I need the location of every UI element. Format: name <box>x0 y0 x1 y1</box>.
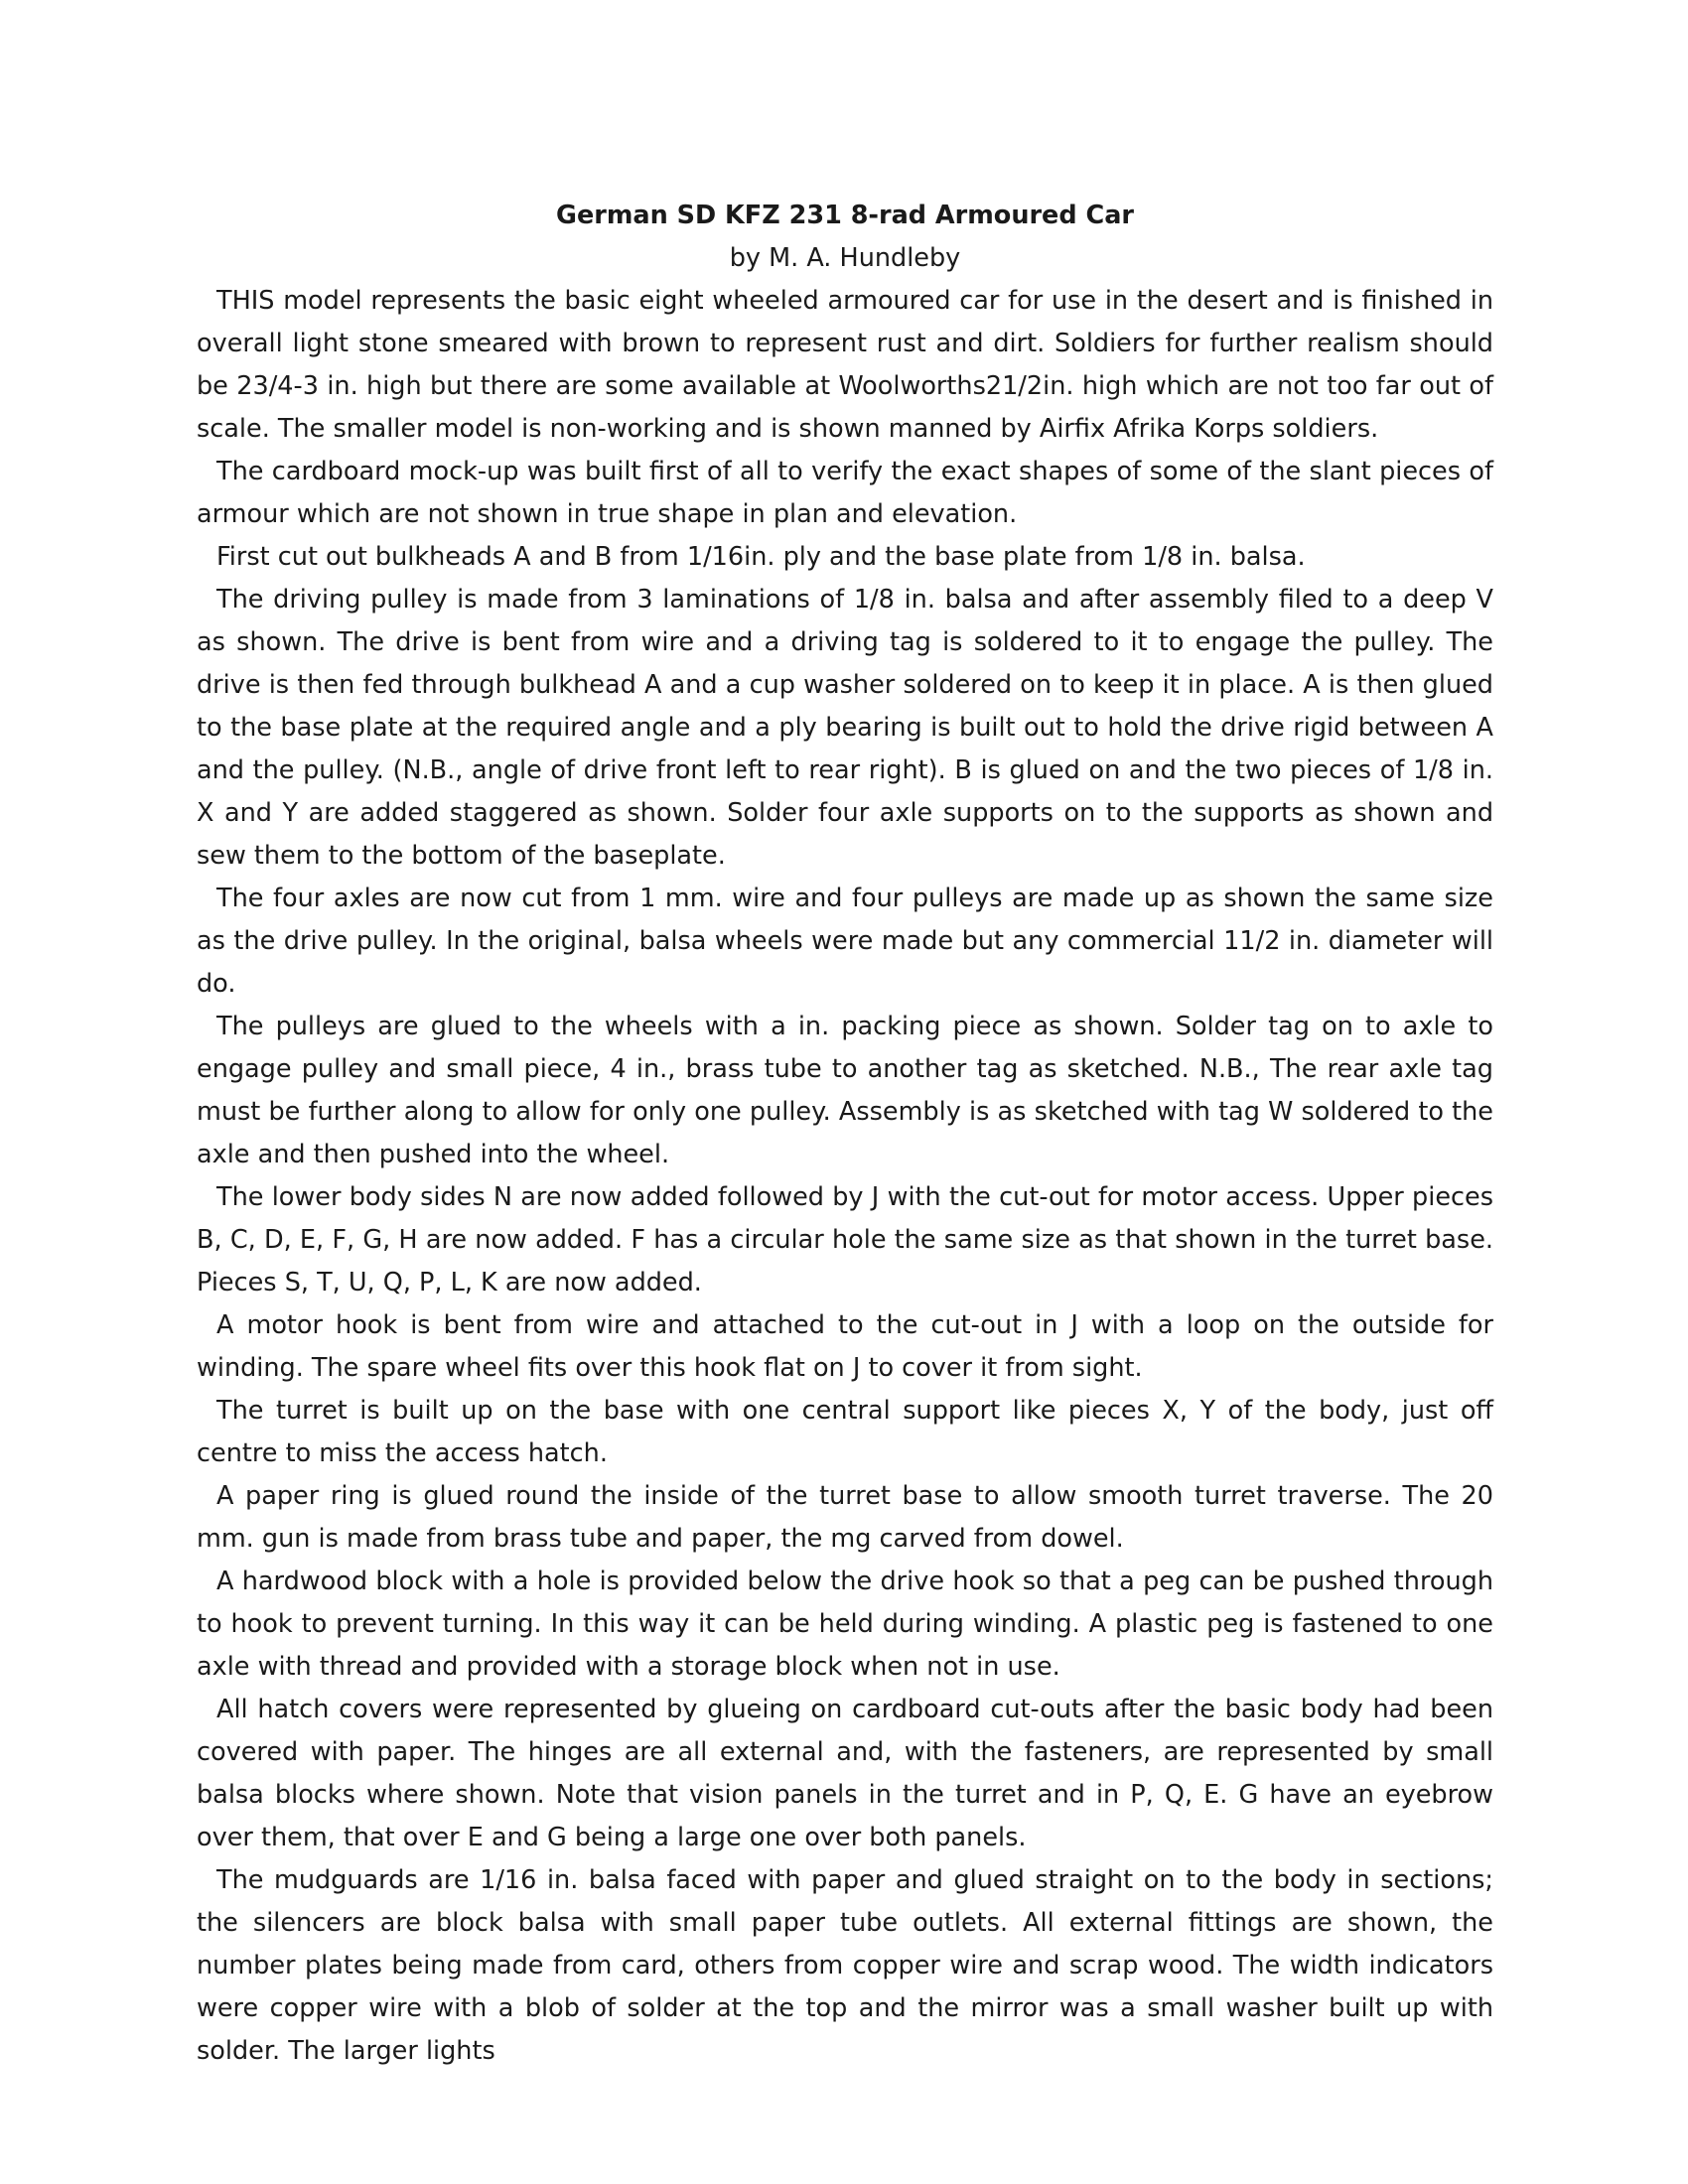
document-page <box>197 195 1493 2073</box>
paragraph-9: The turret is built up on the base with one central support like pieces X, Y of the body, just off centre to miss the access hatch. <box>197 1396 1493 1468</box>
document-title: German SD KFZ 231 8-rad Armoured Car <box>556 201 1134 230</box>
paragraph-13: The mudguards are 1/16 in. balsa faced with paper and glued straight on to the body in sections; the silencers are block balsa with small paper tube outlets. All external fittings are shown, the number plates being made from card, others from copper wire and scrap wood. The width indicators were copper wire with a blob of solder at the top and the mirror was a small washer built up with solder. The larger lights <box>197 1865 1493 2066</box>
paragraph-10: A paper ring is glued round the inside of the turret base to allow smooth turret traverse. The 20 mm. gun is made from brass tube and paper, the mg carved from dowel. <box>197 1481 1493 1554</box>
paragraph-5: The four axles are now cut from 1 mm. wire and four pulleys are made up as shown the same size as the drive pulley. In the original, balsa wheels were made but any commercial 11/2 in. diameter will do. <box>197 884 1493 999</box>
paragraph-11: A hardwood block with a hole is provided below the drive hook so that a peg can be pushed through to hook to prevent turning. In this way it can be held during winding. A plastic peg is fastened to one axle with thread and provided with a storage block when not in use. <box>197 1567 1493 1682</box>
paragraph-3: First cut out bulkheads A and B from 1/16in. ply and the base plate from 1/8 in. balsa. <box>216 542 1306 572</box>
paragraph-4: The driving pulley is made from 3 laminations of 1/8 in. balsa and after assembly filed to a deep V as shown. The drive is bent from wire and a driving tag is soldered to it to engage the pulley. The drive is then fed through bulkhead A and a cup washer soldered on to keep it in place. A is then glued to the base plate at the required angle and a ply bearing is built out to hold the drive rigid between A and the pulley. (N.B., angle of drive front left to rear right). B is glued on and the two pieces of 1/8 in. X and Y are added staggered as shown. Solder four axle supports on to the supports as shown and sew them to the bottom of the baseplate. <box>197 585 1493 871</box>
paragraph-1: THIS model represents the basic eight wheeled armoured car for use in the desert and is finished in overall light stone smeared with brown to represent rust and dirt. Soldiers for further realism should be 23/4-3 in. high but there are some available at Woolworths21/2in. high which are not too far out of scale. The smaller model is non-working and is shown manned by Airfix Afrika Korps soldiers. <box>197 286 1493 444</box>
paragraph-6: The pulleys are glued to the wheels with a in. packing piece as shown. Solder tag on to axle to engage pulley and small piece, 4 in., brass tube to another tag as sketched. N.B., The rear axle tag must be further along to allow for only one pulley. Assembly is as sketched with tag W soldered to the axle and then pushed into the wheel. <box>197 1012 1493 1169</box>
paragraph-7: The lower body sides N are now added followed by J with the cut-out for motor access. Upper pieces B, C, D, E, F, G, H are now added. F has a circular hole the same size as that shown in the turret base. Pieces S, T, U, Q, P, L, K are now added. <box>197 1182 1493 1297</box>
document-byline: by M. A. Hundleby <box>729 243 961 273</box>
paragraph-2: The cardboard mock-up was built first of all to verify the exact shapes of some of the slant pieces of armour which are not shown in true shape in plan and elevation. <box>197 457 1493 529</box>
paragraph-12: All hatch covers were represented by glueing on cardboard cut-outs after the basic body had been covered with paper. The hinges are all external and, with the fasteners, are represented by small balsa blocks where shown. Note that vision panels in the turret and in P, Q, E. G have an eyebrow over them, that over E and G being a large one over both panels. <box>197 1695 1493 1852</box>
paragraph-8: A motor hook is bent from wire and attached to the cut-out in J with a loop on the outside for winding. The spare wheel fits over this hook flat on J to cover it from sight. <box>197 1310 1493 1383</box>
